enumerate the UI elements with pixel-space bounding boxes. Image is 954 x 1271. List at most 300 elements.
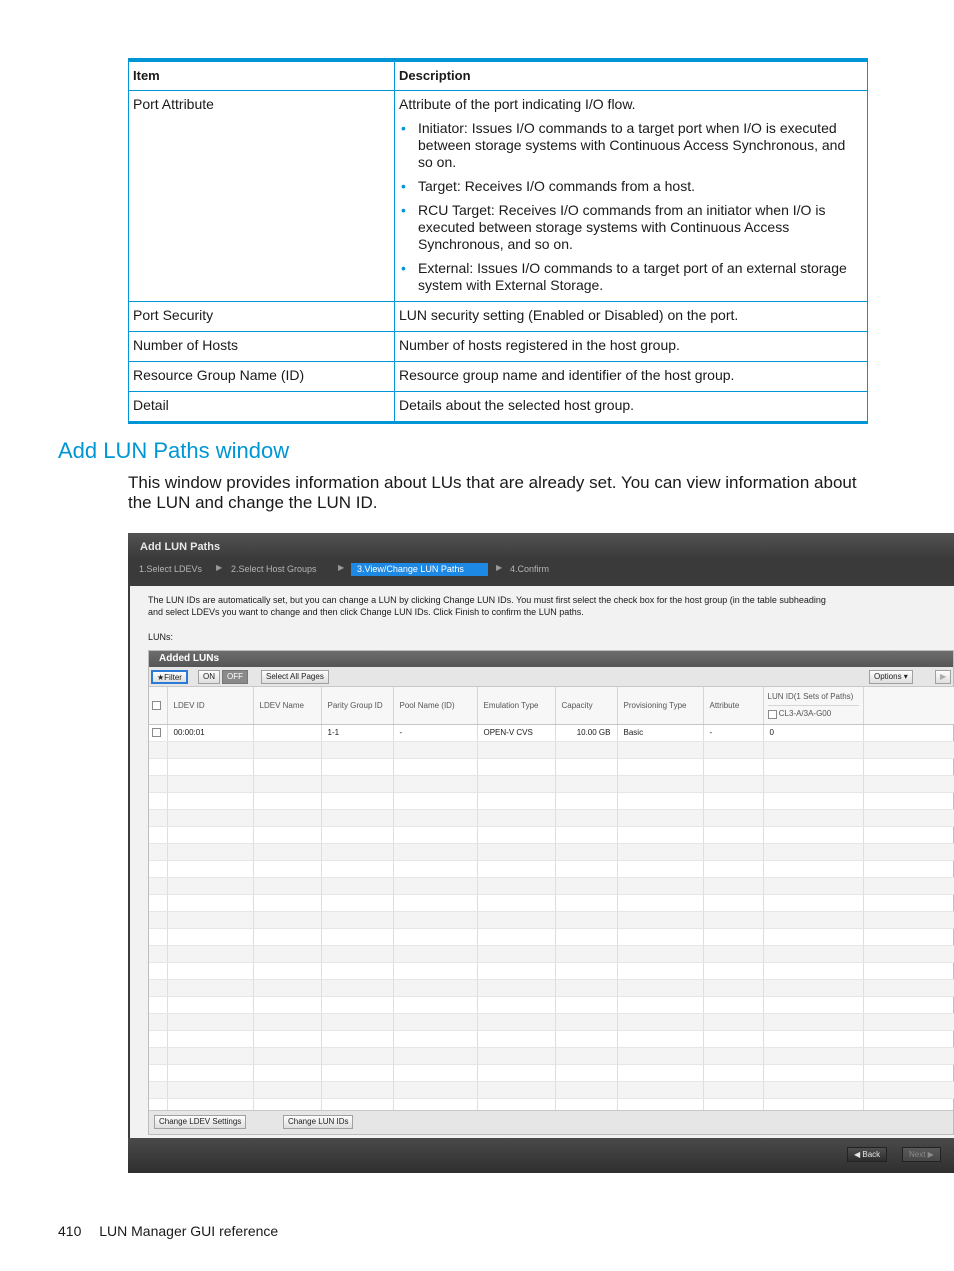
empty-cell <box>477 860 555 877</box>
empty-cell <box>321 741 393 758</box>
empty-cell <box>763 860 863 877</box>
empty-cell <box>253 741 321 758</box>
empty-cell <box>863 962 954 979</box>
empty-cell <box>321 775 393 792</box>
page-number: 410 <box>58 1223 82 1239</box>
empty-cell <box>393 877 477 894</box>
empty-cell <box>477 792 555 809</box>
empty-cell <box>167 945 253 962</box>
empty-cell <box>617 792 703 809</box>
empty-cell <box>617 945 703 962</box>
empty-cell <box>393 894 477 911</box>
cell-empty <box>863 724 954 741</box>
empty-cell <box>477 996 555 1013</box>
item-cell: Port Security <box>129 302 395 332</box>
empty-cell <box>555 911 617 928</box>
empty-cell <box>477 1081 555 1098</box>
col-pool-name[interactable]: Pool Name (ID) <box>393 687 477 724</box>
empty-cell <box>149 962 167 979</box>
empty-cell <box>149 792 167 809</box>
table-row <box>149 945 954 962</box>
instructions <box>148 594 954 618</box>
empty-cell <box>393 979 477 996</box>
step-arrow-icon: ▶ <box>338 563 345 572</box>
empty-cell <box>167 1030 253 1047</box>
empty-cell <box>253 911 321 928</box>
panel-title: Added LUNs <box>149 651 953 667</box>
bullet-icon: • <box>401 260 406 276</box>
empty-cell <box>167 741 253 758</box>
empty-cell <box>617 1064 703 1081</box>
empty-cell <box>703 928 763 945</box>
empty-cell <box>763 911 863 928</box>
empty-cell <box>555 996 617 1013</box>
empty-cell <box>253 1047 321 1064</box>
list-item-text: RCU Target: Receives I/O commands from an initiator when I/O is executed between storage systems with Continuous Access Synchronous, and so on. <box>418 202 826 252</box>
options-button[interactable]: Options ▾ <box>869 670 913 684</box>
empty-cell <box>167 1081 253 1098</box>
empty-cell <box>321 894 393 911</box>
empty-cell <box>253 1013 321 1030</box>
step-select-host-groups[interactable]: 2.Select Host Groups <box>231 564 317 574</box>
table-toolbar <box>149 667 953 687</box>
empty-cell <box>763 928 863 945</box>
empty-cell <box>149 1081 167 1098</box>
description-cell: LUN security setting (Enabled or Disabled) on the port. <box>395 302 868 332</box>
empty-cell <box>253 792 321 809</box>
next-page-icon[interactable]: ▶ <box>935 670 951 684</box>
checkbox-icon[interactable] <box>152 701 161 710</box>
empty-cell <box>555 1064 617 1081</box>
empty-cell <box>863 826 954 843</box>
item-cell: Number of Hosts <box>129 332 395 362</box>
empty-cell <box>393 945 477 962</box>
table-row <box>149 1081 954 1098</box>
empty-cell <box>617 979 703 996</box>
empty-cell <box>617 1081 703 1098</box>
empty-cell <box>393 1081 477 1098</box>
empty-cell <box>149 945 167 962</box>
instructions-line: The LUN IDs are automatically set, but you can change a LUN by clicking Change LUN IDs. You must first select the check box for the host group (in the table subheading <box>148 595 826 605</box>
empty-cell <box>477 1013 555 1030</box>
empty-cell <box>477 945 555 962</box>
empty-cell <box>253 758 321 775</box>
empty-cell <box>253 877 321 894</box>
empty-cell <box>863 775 954 792</box>
list-item-text: Initiator: Issues I/O commands to a target port when I/O is executed between storage systems with Continuous Access Synchronous, and so on. <box>418 120 846 170</box>
empty-cell <box>321 1030 393 1047</box>
table-row <box>129 392 868 423</box>
empty-cell <box>393 1047 477 1064</box>
cell-parity-group: 1-1 <box>321 724 393 741</box>
empty-cell <box>477 775 555 792</box>
item-cell: Detail <box>129 392 395 423</box>
empty-cell <box>321 1013 393 1030</box>
empty-cell <box>763 826 863 843</box>
empty-cell <box>703 911 763 928</box>
add-lun-paths-screenshot <box>128 533 954 1173</box>
empty-cell <box>555 877 617 894</box>
empty-cell <box>149 758 167 775</box>
list-item-text: External: Issues I/O commands to a target port of an external storage system with External Storage. <box>418 260 847 293</box>
empty-cell <box>253 809 321 826</box>
empty-cell <box>555 741 617 758</box>
empty-cell <box>703 894 763 911</box>
host-group-name: CL3-A/3A-G00 <box>778 709 832 719</box>
empty-cell <box>321 809 393 826</box>
cell-pool-name: - <box>393 724 477 741</box>
table-row <box>149 843 954 860</box>
empty-cell <box>763 1030 863 1047</box>
empty-cell <box>555 945 617 962</box>
empty-cell <box>167 894 253 911</box>
added-luns-panel <box>148 650 954 1135</box>
empty-cell <box>703 860 763 877</box>
empty-cell <box>393 741 477 758</box>
empty-cell <box>167 809 253 826</box>
empty-cell <box>477 979 555 996</box>
empty-cell <box>253 775 321 792</box>
empty-cell <box>763 1064 863 1081</box>
empty-cell <box>703 792 763 809</box>
empty-cell <box>617 809 703 826</box>
col-lun-id[interactable] <box>763 687 863 724</box>
empty-cell <box>477 809 555 826</box>
step-view-change-lun-paths[interactable]: 3.View/Change LUN Paths <box>351 563 488 576</box>
empty-cell <box>477 758 555 775</box>
empty-cell <box>555 1030 617 1047</box>
table-row <box>149 979 954 996</box>
table-row <box>149 911 954 928</box>
empty-cell <box>321 996 393 1013</box>
empty-cell <box>555 979 617 996</box>
back-button[interactable]: ◀ Back <box>847 1147 887 1162</box>
empty-cell <box>477 1030 555 1047</box>
empty-cell <box>393 775 477 792</box>
empty-cell <box>703 1013 763 1030</box>
bullet-icon: • <box>401 178 406 194</box>
empty-cell <box>167 775 253 792</box>
step-arrow-icon: ▶ <box>216 563 223 572</box>
cell-attribute: - <box>703 724 763 741</box>
empty-cell <box>393 860 477 877</box>
empty-cell <box>703 1081 763 1098</box>
empty-cell <box>703 962 763 979</box>
empty-cell <box>555 928 617 945</box>
empty-cell <box>617 1030 703 1047</box>
empty-cell <box>321 860 393 877</box>
empty-cell <box>321 826 393 843</box>
empty-cell <box>617 775 703 792</box>
empty-cell <box>253 826 321 843</box>
empty-cell <box>321 928 393 945</box>
empty-cell <box>617 1047 703 1064</box>
empty-cell <box>321 1047 393 1064</box>
list-item <box>399 120 863 171</box>
empty-cell <box>763 775 863 792</box>
empty-cell <box>321 792 393 809</box>
empty-cell <box>393 1030 477 1047</box>
empty-cell <box>477 894 555 911</box>
table-row <box>129 362 868 392</box>
cell-lun-id: 0 <box>763 724 863 741</box>
luns-table <box>149 687 954 1111</box>
empty-cell <box>149 877 167 894</box>
col-empty <box>863 687 954 724</box>
empty-cell <box>617 826 703 843</box>
empty-cell <box>763 1013 863 1030</box>
empty-cell <box>149 894 167 911</box>
table-row <box>149 809 954 826</box>
empty-cell <box>863 758 954 775</box>
filter-off-toggle[interactable]: OFF <box>222 670 248 684</box>
empty-cell <box>763 843 863 860</box>
description-cell: Resource group name and identifier of the host group. <box>395 362 868 392</box>
step-arrow-icon: ▶ <box>496 563 503 572</box>
empty-cell <box>477 826 555 843</box>
empty-cell <box>555 758 617 775</box>
empty-cell <box>763 1081 863 1098</box>
empty-cell <box>555 1013 617 1030</box>
empty-cell <box>149 979 167 996</box>
table-row <box>149 860 954 877</box>
empty-cell <box>863 1081 954 1098</box>
col-emulation-type[interactable]: Emulation Type <box>477 687 555 724</box>
empty-cell <box>703 843 763 860</box>
section-heading: Add LUN Paths window <box>58 438 290 463</box>
empty-cell <box>477 1047 555 1064</box>
empty-cell <box>321 1064 393 1081</box>
filter-on-toggle[interactable]: ON <box>198 670 220 684</box>
step-confirm[interactable]: 4.Confirm <box>510 564 550 574</box>
empty-cell <box>167 860 253 877</box>
empty-cell <box>393 809 477 826</box>
table-row <box>149 894 954 911</box>
empty-cell <box>555 775 617 792</box>
empty-cell <box>477 843 555 860</box>
empty-cell <box>703 996 763 1013</box>
empty-cell <box>321 1081 393 1098</box>
empty-cell <box>149 1030 167 1047</box>
empty-cell <box>167 1047 253 1064</box>
change-ldev-settings-button[interactable]: Change LDEV Settings <box>154 1115 246 1129</box>
select-all-pages-button[interactable]: Select All Pages <box>261 670 329 684</box>
table-row <box>149 996 954 1013</box>
empty-cell <box>149 809 167 826</box>
table-row <box>149 758 954 775</box>
empty-cell <box>149 775 167 792</box>
empty-cell <box>763 996 863 1013</box>
empty-cell <box>555 962 617 979</box>
empty-cell <box>167 1064 253 1081</box>
empty-cell <box>321 877 393 894</box>
step-select-ldevs[interactable]: 1.Select LDEVs <box>139 564 203 574</box>
empty-cell <box>863 741 954 758</box>
row-checkbox[interactable] <box>149 724 167 741</box>
empty-cell <box>555 1081 617 1098</box>
empty-cell <box>477 877 555 894</box>
footer-title: LUN Manager GUI reference <box>99 1223 279 1239</box>
empty-cell <box>477 962 555 979</box>
empty-cell <box>393 843 477 860</box>
item-cell: Port Attribute <box>129 91 395 302</box>
table-row <box>149 775 954 792</box>
empty-cell <box>393 792 477 809</box>
checkbox-icon[interactable] <box>152 728 161 737</box>
list-item <box>399 260 863 294</box>
col-attribute[interactable]: Attribute <box>703 687 763 724</box>
table-row <box>149 1064 954 1081</box>
empty-cell <box>477 928 555 945</box>
empty-cell <box>863 945 954 962</box>
empty-cell <box>617 758 703 775</box>
description-cell: Number of hosts registered in the host group. <box>395 332 868 362</box>
empty-cell <box>477 1064 555 1081</box>
empty-cell <box>617 843 703 860</box>
table-row[interactable] <box>149 724 954 741</box>
col-provisioning-type[interactable]: Provisioning Type <box>617 687 703 724</box>
cell-emulation-type: OPEN-V CVS <box>477 724 555 741</box>
empty-cell <box>863 809 954 826</box>
empty-cell <box>393 1064 477 1081</box>
cell-ldev-name <box>253 724 321 741</box>
host-group-checkbox[interactable] <box>768 710 777 719</box>
empty-cell <box>321 945 393 962</box>
empty-cell <box>167 979 253 996</box>
table-row <box>149 741 954 758</box>
table-row <box>129 302 868 332</box>
luns-label: LUNs: <box>148 632 174 642</box>
empty-cell <box>167 928 253 945</box>
wizard-steps <box>128 559 954 581</box>
bullet-icon: • <box>401 202 406 218</box>
list-item-text: Target: Receives I/O commands from a host. <box>418 178 695 194</box>
empty-cell <box>763 792 863 809</box>
empty-cell <box>477 911 555 928</box>
wizard-footer <box>128 1138 954 1173</box>
empty-cell <box>863 792 954 809</box>
empty-cell <box>321 911 393 928</box>
empty-cell <box>253 1081 321 1098</box>
empty-cell <box>703 1030 763 1047</box>
col-parity-group-id[interactable]: Parity Group ID <box>321 687 393 724</box>
empty-cell <box>617 877 703 894</box>
empty-cell <box>863 1013 954 1030</box>
bullet-icon: • <box>401 120 406 136</box>
col-ldev-id[interactable]: LDEV ID <box>167 687 253 724</box>
empty-cell <box>703 877 763 894</box>
description-cell <box>395 91 868 302</box>
header-item: Item <box>129 60 395 91</box>
empty-cell <box>617 894 703 911</box>
col-ldev-name[interactable]: LDEV Name <box>253 687 321 724</box>
empty-cell <box>393 1013 477 1030</box>
empty-cell <box>477 741 555 758</box>
empty-cell <box>763 894 863 911</box>
empty-cell <box>149 1064 167 1081</box>
empty-cell <box>393 996 477 1013</box>
empty-cell <box>253 1064 321 1081</box>
empty-cell <box>617 860 703 877</box>
empty-cell <box>555 860 617 877</box>
empty-cell <box>763 945 863 962</box>
list-item <box>399 178 863 195</box>
empty-cell <box>167 1013 253 1030</box>
empty-cell <box>617 741 703 758</box>
empty-cell <box>617 1013 703 1030</box>
change-lun-ids-button[interactable]: Change LUN IDs <box>283 1115 353 1129</box>
empty-cell <box>149 911 167 928</box>
empty-cell <box>149 996 167 1013</box>
empty-cell <box>863 877 954 894</box>
table-row <box>149 1047 954 1064</box>
empty-cell <box>321 962 393 979</box>
empty-cell <box>863 996 954 1013</box>
empty-cell <box>703 775 763 792</box>
empty-cell <box>149 1047 167 1064</box>
empty-cell <box>393 962 477 979</box>
cell-capacity: 10.00 GB <box>555 724 617 741</box>
header-description: Description <box>395 60 868 91</box>
empty-cell <box>253 945 321 962</box>
empty-cell <box>703 1064 763 1081</box>
col-capacity[interactable]: Capacity <box>555 687 617 724</box>
description-cell: Details about the selected host group. <box>395 392 868 423</box>
empty-cell <box>617 996 703 1013</box>
empty-cell <box>253 979 321 996</box>
empty-cell <box>167 826 253 843</box>
empty-cell <box>167 962 253 979</box>
port-description-table <box>128 58 868 424</box>
empty-cell <box>863 860 954 877</box>
window-title: Add LUN Paths <box>128 533 954 559</box>
table-row <box>149 962 954 979</box>
empty-cell <box>703 945 763 962</box>
empty-cell <box>763 809 863 826</box>
empty-cell <box>167 843 253 860</box>
next-button[interactable]: Next ▶ <box>902 1147 941 1162</box>
table-row <box>149 792 954 809</box>
table-row <box>129 332 868 362</box>
select-all-checkbox[interactable] <box>149 687 167 724</box>
empty-cell <box>703 809 763 826</box>
empty-cell <box>763 741 863 758</box>
empty-cell <box>763 1047 863 1064</box>
description-text: Attribute of the port indicating I/O flow. <box>399 96 636 112</box>
filter-button[interactable]: ★Filter <box>151 670 188 684</box>
empty-cell <box>703 758 763 775</box>
empty-cell <box>863 911 954 928</box>
empty-cell <box>863 1047 954 1064</box>
empty-cell <box>863 1064 954 1081</box>
instructions-line: and select LDEVs you want to change and then click Change LUN IDs. Click Finish to confirm the LUN paths. <box>148 607 584 617</box>
cell-ldev-id: 00:00:01 <box>167 724 253 741</box>
empty-cell <box>393 928 477 945</box>
empty-cell <box>253 860 321 877</box>
empty-cell <box>321 979 393 996</box>
empty-cell <box>617 928 703 945</box>
empty-cell <box>253 894 321 911</box>
table-row <box>149 1013 954 1030</box>
col-lun-id-label: LUN ID(1 Sets of Paths) <box>767 692 854 702</box>
empty-cell <box>703 741 763 758</box>
empty-cell <box>555 809 617 826</box>
empty-cell <box>393 826 477 843</box>
table-row <box>149 877 954 894</box>
empty-cell <box>167 792 253 809</box>
empty-cell <box>555 1047 617 1064</box>
empty-cell <box>167 911 253 928</box>
